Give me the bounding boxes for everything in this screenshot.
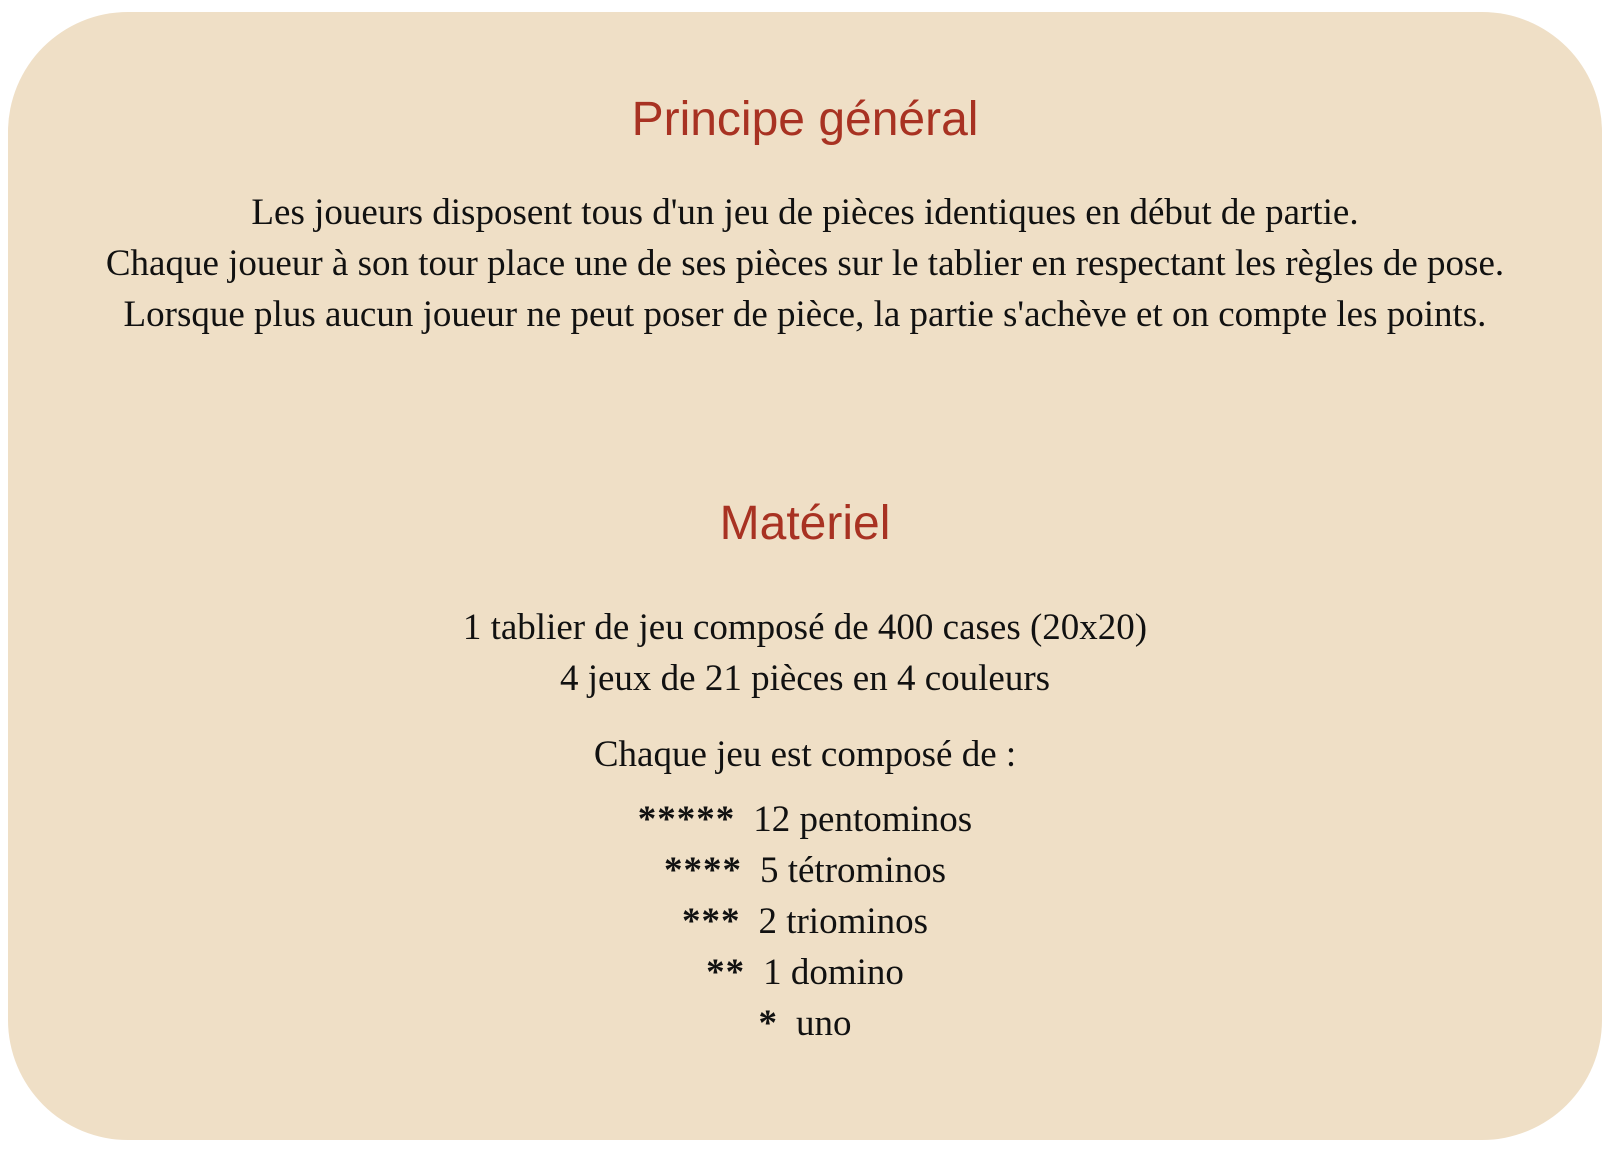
piece-label: uno — [796, 1003, 852, 1044]
stars-marker: ** — [706, 952, 746, 993]
piece-label: 2 triominos — [758, 901, 929, 942]
piece-row-pentominos — [8, 794, 1602, 845]
principe-paragraph: Lorsque plus aucun joueur ne peut poser de pièce, la partie s'achève et on compte les points. — [123, 294, 1487, 335]
materiel-line: 4 jeux de 21 pièces en 4 couleurs — [559, 658, 1051, 699]
pieces-list — [8, 794, 1602, 1049]
piece-row-tetrominos — [8, 845, 1602, 896]
principe-paragraph: Chaque joueur à son tour place une de ses pièces sur le tablier en respectant les règles de pose. — [105, 243, 1505, 284]
materiel-title: Matériel — [719, 497, 891, 550]
materiel-list — [8, 602, 1602, 704]
stars-marker: *** — [681, 901, 741, 942]
piece-label: 12 pentominos — [753, 799, 973, 840]
piece-label: 5 tétrominos — [759, 850, 946, 891]
piece-row-triominos — [8, 896, 1602, 947]
rules-card — [8, 12, 1602, 1140]
piece-row-domino — [8, 947, 1602, 998]
stars-marker: ***** — [637, 799, 736, 840]
principe-text — [48, 187, 1562, 340]
stars-marker: * — [758, 1003, 778, 1044]
compose-label: Chaque jeu est composé de : — [593, 734, 1017, 775]
materiel-line: 1 tablier de jeu composé de 400 cases (20x20) — [462, 607, 1148, 648]
principe-title: Principe général — [631, 93, 979, 146]
piece-label: 1 domino — [763, 952, 904, 993]
stars-marker: **** — [663, 850, 742, 891]
principe-paragraph: Les joueurs disposent tous d'un jeu de pièces identiques en début de partie. — [251, 192, 1359, 233]
piece-row-uno — [8, 998, 1602, 1049]
